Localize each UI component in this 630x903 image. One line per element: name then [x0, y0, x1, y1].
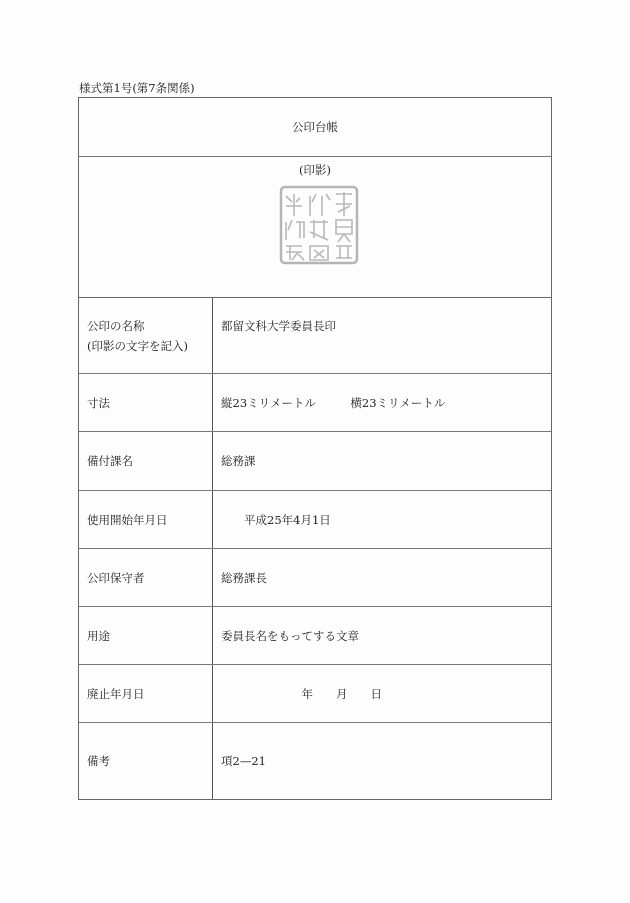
table-row-dimensions [79, 374, 551, 432]
row-label-subtext: (印影の文字を記入) [87, 338, 188, 353]
table-row-abolition-date [79, 665, 551, 723]
row-value: 総務課 [221, 454, 256, 468]
ledger-title: 公印台帳 [292, 120, 338, 134]
row-value: 項2—21 [221, 754, 266, 768]
seal-caption: (印影) [299, 163, 331, 177]
table-row-remarks [79, 723, 551, 799]
ledger-title-row [79, 98, 551, 157]
row-label-text: 公印の名称 [87, 318, 145, 333]
table-row-start-date [79, 491, 551, 549]
form-number: 様式第1号(第7条関係) [79, 81, 195, 95]
row-label: 用途 [79, 607, 213, 664]
row-label: 寸法 [79, 374, 213, 431]
row-value: 総務課長 [221, 570, 267, 585]
row-value: 年 月 日 [221, 686, 382, 701]
table-row-custodian [79, 549, 551, 607]
row-label: 公印保守者 [79, 549, 213, 606]
row-value: 平成25年4月1日 [221, 512, 331, 527]
row-value: 都留文科大学委員長印 [221, 319, 336, 333]
row-value: 委員長名をもってする文章 [221, 628, 359, 643]
row-label: 廃止年月日 [79, 665, 213, 722]
official-seal-icon [278, 184, 360, 266]
row-label [79, 298, 213, 373]
row-label: 備付課名 [79, 432, 213, 490]
table-row-seal-name [79, 298, 551, 374]
row-label: 備考 [79, 723, 213, 799]
table-row-department [79, 432, 551, 491]
row-label: 使用開始年月日 [79, 491, 213, 548]
seal-ledger-table [78, 97, 552, 800]
row-value: 縦23ミリメートル 横23ミリメートル [221, 395, 446, 410]
table-row-purpose [79, 607, 551, 665]
seal-impression-area [79, 157, 551, 298]
